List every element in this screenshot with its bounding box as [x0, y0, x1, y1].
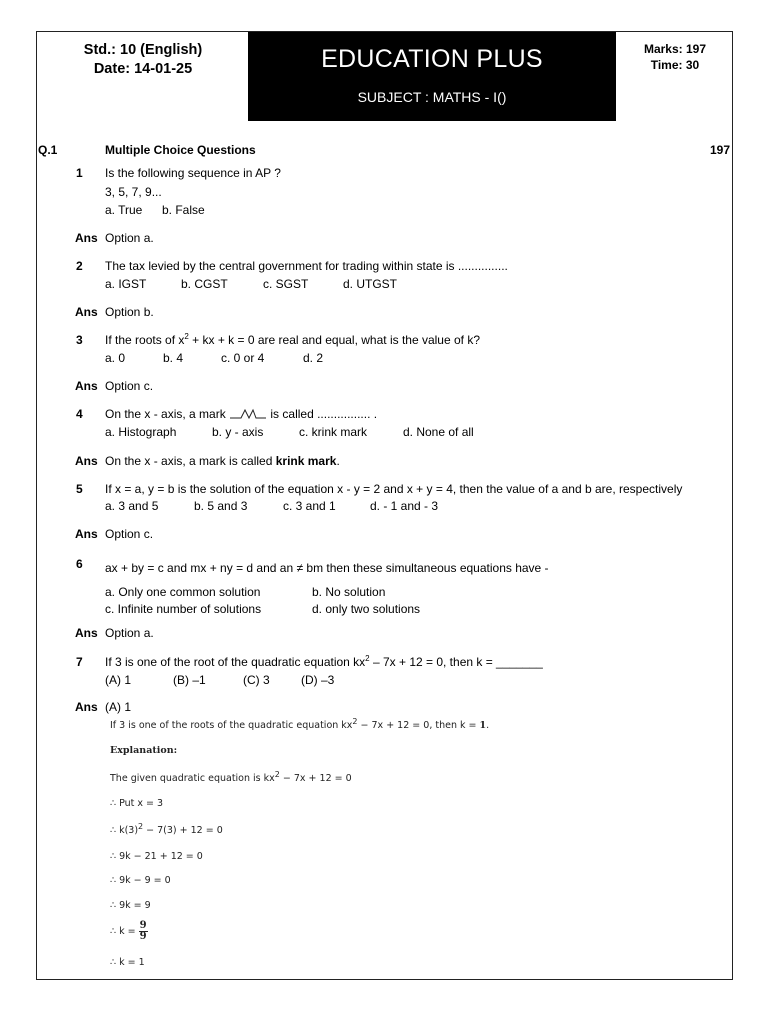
not-equal-symbol: ≠	[296, 561, 304, 575]
answer-blank: _______	[496, 655, 543, 669]
option-c: c. 0 or 4	[221, 351, 265, 365]
option-d: d. UTGST	[343, 277, 398, 291]
answer-label: Ans	[75, 700, 98, 714]
explanation-fraction-step: ∴ k = $\frac{9}{9}$	[110, 920, 147, 942]
question-text: On the x - axis, a mark is called ................ .	[105, 407, 378, 421]
answer-text: Option c.	[105, 379, 154, 393]
answer-label: Ans	[75, 626, 98, 640]
question-number: 1	[76, 166, 83, 180]
header-right	[644, 41, 706, 73]
option-c: c. 3 and 1	[283, 499, 336, 513]
option-a: a. 3 and 5	[105, 499, 159, 513]
kink-mark-icon	[229, 407, 267, 419]
option-c: c. SGST	[263, 277, 309, 291]
time-label: Time: 30	[650, 58, 700, 72]
option-b: (B) –1	[173, 673, 206, 687]
option-b: b. False	[162, 203, 205, 217]
marks-label: Marks: 197	[643, 42, 706, 56]
question-text: If the roots of $x^2$ + kx + k = 0 are real and equal, what is the value of k?	[105, 332, 481, 347]
option-d: (D) –3	[301, 673, 335, 687]
option-b: b. 4	[163, 351, 184, 365]
explanation-step: ∴ $k(3)^2 - 7(3) + 12 = 0$	[110, 821, 223, 836]
option-d: d. only two solutions	[312, 602, 421, 616]
answer-text: Option c.	[105, 527, 154, 541]
explanation-step: ∴ 9k = 9	[110, 900, 151, 911]
question-text: ax + by = c and mx + ny = d and an ≠ bm then these simultaneous equations have -	[105, 561, 549, 575]
question-text: If 3 is one of the root of the quadratic equation $kx^2 - 7x + 12 = 0$, then k = _______	[105, 654, 543, 669]
explanation-step: ∴ k = 1	[110, 957, 145, 968]
option-a: a. Histograph	[105, 425, 177, 439]
question-text: If x = a, y = b is the solution of the equation x - y = 2 and x + y = 4, then the value of a and b are, respectively	[105, 482, 683, 496]
option-c: (C) 3	[243, 673, 270, 687]
option-c: c. Infinite number of solutions	[105, 602, 262, 616]
answer-label: Ans	[75, 305, 98, 319]
option-d: d. 2	[303, 351, 324, 365]
question-number: 5	[76, 482, 83, 496]
section-marks: 197	[710, 143, 731, 157]
institute-title: EDUCATION PLUS	[321, 45, 543, 73]
answer-text: Option a.	[105, 626, 154, 640]
subject-label: SUBJECT : MATHS - I()	[357, 89, 507, 105]
option-d: d. - 1 and - 3	[370, 499, 439, 513]
option-a: (A) 1	[105, 673, 132, 687]
answer-label: Ans	[75, 231, 98, 245]
answer-label: Ans	[75, 527, 98, 541]
question-sequence: 3, 5, 7, 9...	[105, 185, 162, 199]
question-number: 4	[76, 407, 83, 421]
option-a: a. Only one common solution	[105, 585, 261, 599]
explanation-step: ∴ 9k − 21 + 12 = 0	[110, 851, 203, 862]
answer-label: Ans	[75, 454, 98, 468]
explanation-step: ∴ Put x = 3	[110, 798, 164, 809]
question-number: 7	[76, 655, 83, 669]
answer-text: (A) 1	[105, 700, 132, 714]
answer-text: On the x - axis, a mark is called krink mark.	[105, 454, 340, 468]
section-number: Q.1	[38, 143, 58, 157]
option-a: a. True	[105, 203, 143, 217]
option-d: d. None of all	[403, 425, 474, 439]
fraction: $\frac{9}{9}$	[139, 920, 147, 942]
option-a: a. 0	[105, 351, 126, 365]
header-banner	[248, 32, 616, 121]
explanation-intro: If 3 is one of the roots of the quadratic equation $kx^2 - 7x + 12 = 0$, then k = 1.	[110, 716, 490, 731]
question-number: 3	[76, 333, 83, 347]
explanation-given: The given quadratic equation is $kx^2 - 7x + 12 = 0$	[110, 769, 352, 784]
date-label: Date: 14-01-25	[93, 61, 193, 77]
question-number: 6	[76, 557, 83, 571]
answer-text: Option b.	[105, 305, 154, 319]
question-text: Is the following sequence in AP ?	[105, 166, 281, 180]
answer-text: Option a.	[105, 231, 154, 245]
option-b: b. No solution	[312, 585, 386, 599]
standard-label: Std.: 10 (English)	[83, 42, 203, 58]
answer-label: Ans	[75, 379, 98, 393]
header-left	[73, 41, 213, 79]
question-text: The tax levied by the central government for trading within state is ...............	[105, 259, 508, 273]
option-c: c. krink mark	[299, 425, 368, 439]
option-b: b. y - axis	[212, 425, 264, 439]
option-b: b. CGST	[181, 277, 228, 291]
explanation-step: ∴ 9k − 9 = 0	[110, 875, 171, 886]
question-number: 2	[76, 259, 83, 273]
option-a: a. IGST	[105, 277, 147, 291]
section-title: Multiple Choice Questions	[105, 143, 256, 157]
explanation-heading: Explanation:	[110, 745, 178, 756]
option-b: b. 5 and 3	[194, 499, 248, 513]
